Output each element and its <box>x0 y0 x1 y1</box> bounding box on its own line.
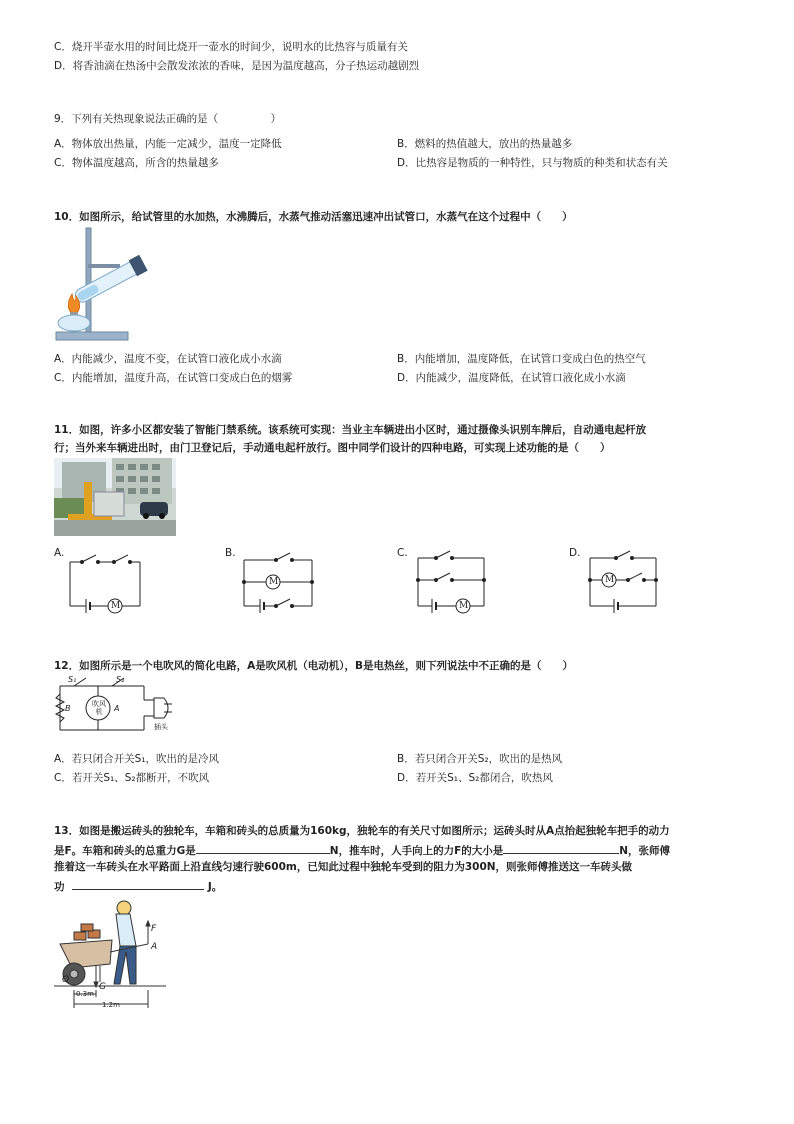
q9-option-a: A．物体放出热量，内能一定减少，温度一定降低 <box>54 138 282 150</box>
motor-label-a: A <box>114 704 120 713</box>
q12-option-c: C．若开关S₁、S₂都断开，不吹风 <box>54 772 210 784</box>
plug-label: 插头 <box>154 723 168 731</box>
q13-line2-part1: 是F。车箱和砖头的总重力G是 <box>54 845 196 857</box>
q13-line2 <box>54 842 670 858</box>
wheelbarrow-figure <box>54 896 166 1012</box>
answer-blank-force[interactable] <box>503 842 619 854</box>
q13-line2-part2: N，推车时，人手向上的力F的大小是 <box>329 845 504 857</box>
q13-line4 <box>54 878 222 894</box>
force-label-f: F <box>151 924 157 934</box>
q9-option-d: D．比热容是物质的一种特性，只与物质的种类和状态有关 <box>397 157 668 169</box>
q8-option-c: C．烧开半壶水用的时间比烧开一壶水的时间少，说明水的比热容与质量有关 <box>54 41 408 53</box>
circuit-d-label: D. <box>569 547 581 559</box>
circuit-c-diagram <box>412 544 492 614</box>
q12-option-b: B．若只闭合开关S₂，吹出的是热风 <box>397 753 563 765</box>
hair-dryer-circuit-figure <box>54 674 186 740</box>
heater-label-b: B <box>65 704 71 713</box>
q10-option-a: A．内能减少，温度不变，在试管口液化成小水滴 <box>54 353 282 365</box>
q9-option-b: B．燃料的热值越大，放出的热量越多 <box>397 138 573 150</box>
q9-option-c: C．物体温度越高，所含的热量越多 <box>54 157 219 169</box>
q13-line2-part3: N，张师傅 <box>619 845 671 857</box>
answer-blank-gravity[interactable] <box>196 842 330 854</box>
dimension-0-3m: 0.3m <box>76 990 94 998</box>
dimension-1-2m: 1.2m <box>102 1001 120 1009</box>
q10-option-c: C．内能增加，温度升高，在试管口变成白色的烟雾 <box>54 372 293 384</box>
q13-line1: 13．如图是搬运砖头的独轮车，车箱和砖头的总质量为160kg，独轮车的有关尺寸如图所示；运砖头时从A点抬起独轮车把手的动力 <box>54 825 670 837</box>
circuit-a-diagram <box>64 544 146 614</box>
circuit-d-diagram <box>584 544 664 614</box>
motor-label: M <box>605 575 615 585</box>
s2-label: S₂ <box>116 675 125 684</box>
q11-stem-line2: 行；当外来车辆进出时，由门卫登记后，手动通电起杆放行。图中同学们设计的四种电路，可实现上述功能的是（ ） <box>54 442 611 454</box>
q10-option-b: B．内能增加，温度降低，在试管口变成白色的热空气 <box>397 353 646 365</box>
q13-line4-part1: 功 <box>54 881 65 893</box>
q12-stem: 12．如图所示是一个电吹风的简化电路，A是吹风机（电动机），B是电热丝，则下列说法中不正确的是（ ） <box>54 660 573 672</box>
motor-label: M <box>269 577 279 587</box>
q13-line4-part2: J。 <box>207 881 223 893</box>
answer-blank-work[interactable] <box>72 878 204 890</box>
circuit-b-diagram <box>238 544 318 614</box>
motor-label: M <box>111 601 121 611</box>
s1-label: S₁ <box>68 675 77 684</box>
circuit-b-label: B. <box>225 547 236 559</box>
circuit-c-label: C. <box>397 547 408 559</box>
q12-option-a: A．若只闭合开关S₁，吹出的是冷风 <box>54 753 220 765</box>
q8-option-d: D．将香油滴在热汤中会散发浓浓的香味，是因为温度越高，分子热运动越剧烈 <box>54 60 420 72</box>
test-tube-apparatus-figure <box>54 226 154 344</box>
q10-option-d: D．内能减少，温度降低，在试管口液化成小水滴 <box>397 372 626 384</box>
q12-option-d: D．若开关S₁、S₂都闭合，吹热风 <box>397 772 553 784</box>
circuit-a-label: A. <box>54 547 65 559</box>
gravity-label-g: G <box>99 982 106 992</box>
q13-line3: 推着这一车砖头在水平路面上沿直线匀速行驶600m，已知此过程中独轮车受到的阻力为300N，则张师傅推送这一车砖头做 <box>54 861 633 873</box>
motor-label: M <box>459 601 469 611</box>
q11-stem-line1: 11．如图，许多小区都安装了智能门禁系统。该系统可实现：当业主车辆进出小区时，通过摄像头识别车牌后，自动通电起杆放 <box>54 424 647 436</box>
gate-photo <box>54 458 176 536</box>
q9-stem: 9．下列有关热现象说法正确的是（ ） <box>54 113 282 125</box>
blower-label: 吹风机 <box>92 700 106 716</box>
point-label-a: A <box>151 942 158 952</box>
pivot-label-o: O <box>62 975 70 985</box>
q10-stem: 10．如图所示，给试管里的水加热，水沸腾后，水蒸气推动活塞迅速冲出试管口，水蒸气在这个过程中（ ） <box>54 211 573 223</box>
